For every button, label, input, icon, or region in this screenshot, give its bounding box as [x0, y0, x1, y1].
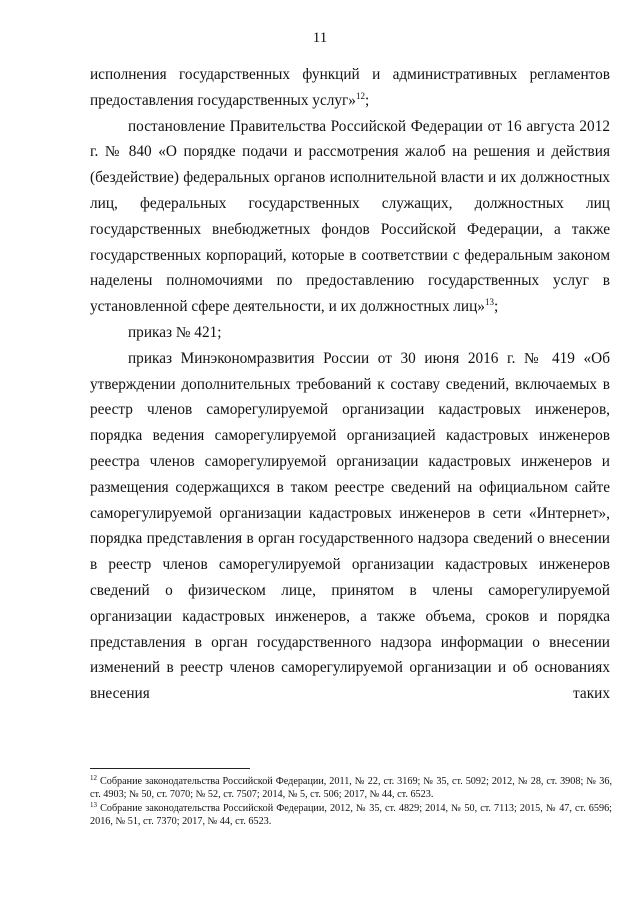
footnote-number: 13: [90, 800, 97, 809]
footnote: [90, 775, 612, 802]
paragraph: [90, 62, 610, 114]
footnote: [90, 802, 612, 829]
footnote-ref: 12: [355, 90, 365, 101]
footnote-number: 12: [90, 774, 97, 782]
paragraph-tail: ;: [364, 91, 370, 109]
paragraph: [90, 346, 610, 707]
page-number: 11: [312, 30, 328, 46]
footnote-ref: 13: [484, 297, 494, 308]
paragraph-text: приказ Минэкономразвития России от 30 июня 2016 г. № 419 «Об утверждении дополнительных требований к составу сведений, включаемых в реестр членов саморегулируемой организации кадастровых инженеров, порядка ведения саморегулируемой организацией кадастровых инженеров реестра членов саморегулируемой организации кадастровых инженеров и размещения содержащихся в таком реестре сведений на официальном сайте саморегулируемой организации кадастровых инженеров в сети «Интернет», порядка представления в орган государственного надзора сведений о внесении в реестр членов саморегулируемой организации кадастровых инженеров сведений о физическом лице, принятом в члены саморегулируемой организации кадастровых инженеров, а также объема, сроков и порядка представления в орган государственного надзора информации о внесении изменений в реестр членов саморегулируемой организации и об основаниях внесения таких: [90, 349, 610, 703]
paragraph: [90, 320, 610, 346]
footnotes: [90, 775, 612, 829]
document-body: [90, 62, 610, 707]
paragraph-text: постановление Правительства Российской Федерации от 16 августа 2012 г. № 840 «О порядке подачи и рассмотрения жалоб на решения и действия (бездействие) федеральных органов исполнительной власти и их должностных лиц, федеральных государственных служащих, должностных лиц государственных внебюджетных фондов Российской Федерации, а также государственных корпораций, которые в соответствии с федеральным законом наделены полномочиями по предоставлению государственных услуг в установленной сфере деятельности, и их должностных лиц»: [90, 117, 610, 316]
paragraph-text: исполнения государственных функций и административных регламентов предоставления государственных услуг»: [90, 66, 610, 109]
paragraph: [90, 114, 610, 320]
footnote-text: Собрание законодательства Российской Федерации, 2012, № 35, ст. 4829; 2014, № 50, ст. 7113; 2015, № 47, ст. 6596; 2016, № 51, ст. 7370; 2017, № 44, ст. 6523.: [90, 802, 613, 828]
footnote-text: Собрание законодательства Российской Федерации, 2011, № 22, ст. 3169; № 35, ст. 5092; 2012, № 28, ст. 3908; № 36, ст. 4903; № 50, ст. 7070; № 52, ст. 7507; 2014, № 5, ст. 506; 2017, № 44, ст. 6523.: [90, 776, 612, 801]
paragraph-tail: ;: [493, 298, 499, 316]
paragraph-text: приказ № 421;: [128, 323, 222, 341]
footnote-divider: [90, 768, 250, 769]
